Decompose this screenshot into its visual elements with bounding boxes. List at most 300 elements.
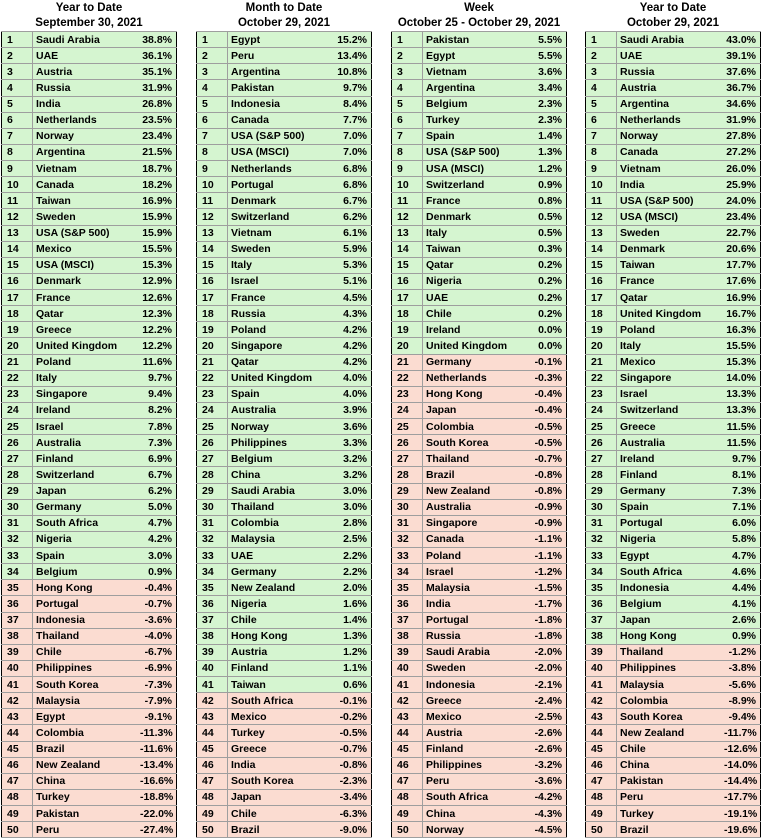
return-cell: -19.1% xyxy=(721,806,761,822)
table-row xyxy=(392,64,567,80)
table-row xyxy=(197,467,372,483)
return-cell: 13.4% xyxy=(332,48,372,64)
table-row xyxy=(197,306,372,322)
country-cell: Thailand xyxy=(33,628,138,644)
return-cell: 2.8% xyxy=(332,515,372,531)
table-row xyxy=(586,354,761,370)
table-row xyxy=(2,451,177,467)
rank-cell: 48 xyxy=(392,789,423,805)
country-cell: Malaysia xyxy=(228,531,333,547)
return-cell: -4.3% xyxy=(527,806,567,822)
table-row xyxy=(586,48,761,64)
rank-cell: 48 xyxy=(586,789,617,805)
table-row xyxy=(2,419,177,435)
return-cell: 6.2% xyxy=(137,483,177,499)
rank-cell: 11 xyxy=(2,193,33,209)
country-cell: Poland xyxy=(33,354,138,370)
rank-cell: 41 xyxy=(586,677,617,693)
table-row xyxy=(2,596,177,612)
rank-cell: 37 xyxy=(197,612,228,628)
country-cell: Taiwan xyxy=(423,241,528,257)
return-cell: -1.8% xyxy=(527,612,567,628)
country-cell: South Africa xyxy=(423,789,528,805)
rank-cell: 29 xyxy=(392,483,423,499)
country-cell: Pakistan xyxy=(617,773,722,789)
table-row xyxy=(586,177,761,193)
table-row xyxy=(586,741,761,757)
return-cell: -11.7% xyxy=(721,725,761,741)
country-cell: Portugal xyxy=(423,612,528,628)
rank-cell: 49 xyxy=(2,806,33,822)
country-cell: Russia xyxy=(423,628,528,644)
rank-cell: 38 xyxy=(197,628,228,644)
return-cell: -0.7% xyxy=(137,596,177,612)
country-cell: South Korea xyxy=(423,435,528,451)
rank-cell: 47 xyxy=(586,773,617,789)
rank-cell: 42 xyxy=(2,693,33,709)
return-cell: -6.7% xyxy=(137,644,177,660)
country-cell: Switzerland xyxy=(228,209,333,225)
return-cell: 36.7% xyxy=(721,80,761,96)
rank-cell: 35 xyxy=(197,580,228,596)
return-cell: -18.8% xyxy=(137,789,177,805)
return-cell: 3.3% xyxy=(332,435,372,451)
return-cell: 4.3% xyxy=(332,306,372,322)
country-cell: Vietnam xyxy=(617,161,722,177)
rank-cell: 33 xyxy=(392,548,423,564)
rank-cell: 47 xyxy=(2,773,33,789)
return-cell: 15.9% xyxy=(137,225,177,241)
return-cell: 39.1% xyxy=(721,48,761,64)
rank-cell: 14 xyxy=(586,241,617,257)
table-row xyxy=(2,773,177,789)
table-row xyxy=(586,725,761,741)
table-row xyxy=(197,257,372,273)
country-cell: Philippines xyxy=(423,757,528,773)
return-cell: 4.7% xyxy=(137,515,177,531)
return-cell: 3.0% xyxy=(137,548,177,564)
country-cell: Brazil xyxy=(228,822,333,838)
return-cell: 21.5% xyxy=(137,144,177,160)
rank-cell: 16 xyxy=(586,273,617,289)
country-cell: Germany xyxy=(423,354,528,370)
return-cell: 2.3% xyxy=(527,96,567,112)
table-row xyxy=(586,128,761,144)
table-row xyxy=(586,435,761,451)
country-cell: Thailand xyxy=(228,499,333,515)
rank-cell: 11 xyxy=(392,193,423,209)
return-cell: 12.3% xyxy=(137,306,177,322)
rank-cell: 49 xyxy=(197,806,228,822)
rank-cell: 20 xyxy=(586,338,617,354)
table-row xyxy=(2,467,177,483)
country-cell: Turkey xyxy=(617,806,722,822)
table-row xyxy=(197,822,372,838)
table-row xyxy=(392,709,567,725)
table-row xyxy=(2,112,177,128)
country-cell: Chile xyxy=(228,806,333,822)
table-row xyxy=(2,612,177,628)
country-cell: South Africa xyxy=(228,693,333,709)
return-cell: 7.7% xyxy=(332,112,372,128)
table-row xyxy=(2,531,177,547)
country-cell: Canada xyxy=(33,177,138,193)
country-cell: Russia xyxy=(617,64,722,80)
rank-cell: 14 xyxy=(197,241,228,257)
return-cell: 22.7% xyxy=(721,225,761,241)
country-cell: Vietnam xyxy=(423,64,528,80)
country-cell: Nigeria xyxy=(423,273,528,289)
country-cell: Mexico xyxy=(33,241,138,257)
table-row xyxy=(2,161,177,177)
rank-cell: 5 xyxy=(2,96,33,112)
country-cell: China xyxy=(228,467,333,483)
country-cell: Sweden xyxy=(423,660,528,676)
country-cell: Mexico xyxy=(423,709,528,725)
return-cell: -0.8% xyxy=(527,483,567,499)
country-cell: China xyxy=(423,806,528,822)
rank-cell: 39 xyxy=(197,644,228,660)
country-cell: South Korea xyxy=(228,773,333,789)
rank-cell: 32 xyxy=(392,531,423,547)
rank-cell: 27 xyxy=(392,451,423,467)
country-cell: Spain xyxy=(423,128,528,144)
return-cell: 18.2% xyxy=(137,177,177,193)
rank-cell: 30 xyxy=(197,499,228,515)
return-cell: -3.2% xyxy=(527,757,567,773)
table-row xyxy=(586,789,761,805)
table-row xyxy=(586,273,761,289)
rank-cell: 43 xyxy=(586,709,617,725)
country-cell: Netherlands xyxy=(33,112,138,128)
table-row xyxy=(586,693,761,709)
rank-cell: 24 xyxy=(392,402,423,418)
rank-cell: 33 xyxy=(2,548,33,564)
rank-cell: 40 xyxy=(2,660,33,676)
table-row xyxy=(2,64,177,80)
return-cell: -2.6% xyxy=(527,725,567,741)
return-cell: 17.6% xyxy=(721,273,761,289)
table-row xyxy=(2,128,177,144)
return-cell: -0.1% xyxy=(527,354,567,370)
rank-cell: 17 xyxy=(197,290,228,306)
table-row xyxy=(586,757,761,773)
rank-cell: 45 xyxy=(197,741,228,757)
return-cell: -0.8% xyxy=(332,757,372,773)
return-cell: 9.4% xyxy=(137,386,177,402)
rank-cell: 12 xyxy=(2,209,33,225)
return-cell: 4.1% xyxy=(721,596,761,612)
return-cell: 13.3% xyxy=(721,402,761,418)
country-cell: Brazil xyxy=(617,822,722,838)
table-row xyxy=(392,322,567,338)
rank-cell: 22 xyxy=(586,370,617,386)
return-cell: 0.2% xyxy=(527,257,567,273)
rank-cell: 36 xyxy=(2,596,33,612)
table-row xyxy=(197,548,372,564)
return-cell: 3.0% xyxy=(332,483,372,499)
country-cell: Mexico xyxy=(617,354,722,370)
return-cell: 26.0% xyxy=(721,161,761,177)
country-cell: Spain xyxy=(617,499,722,515)
rank-cell: 26 xyxy=(392,435,423,451)
table-row xyxy=(392,338,567,354)
country-cell: Israel xyxy=(228,273,333,289)
return-cell: -22.0% xyxy=(137,806,177,822)
return-cell: 11.5% xyxy=(721,435,761,451)
rank-cell: 27 xyxy=(586,451,617,467)
rank-cell: 28 xyxy=(2,467,33,483)
country-cell: India xyxy=(33,96,138,112)
return-cell: 6.1% xyxy=(332,225,372,241)
return-cell: 5.0% xyxy=(137,499,177,515)
rank-cell: 32 xyxy=(586,531,617,547)
country-cell: Chile xyxy=(228,612,333,628)
country-cell: Singapore xyxy=(617,370,722,386)
rank-cell: 22 xyxy=(2,370,33,386)
country-cell: South Korea xyxy=(617,709,722,725)
rank-cell: 27 xyxy=(197,451,228,467)
country-cell: Norway xyxy=(423,822,528,838)
rank-cell: 44 xyxy=(586,725,617,741)
country-cell: Ireland xyxy=(33,402,138,418)
country-cell: Brazil xyxy=(423,467,528,483)
country-cell: Hong Kong xyxy=(33,580,138,596)
table-row xyxy=(197,435,372,451)
country-cell: Singapore xyxy=(33,386,138,402)
rank-cell: 28 xyxy=(197,467,228,483)
rank-cell: 1 xyxy=(586,32,617,48)
country-cell: Greece xyxy=(228,741,333,757)
rank-cell: 27 xyxy=(2,451,33,467)
country-cell: Japan xyxy=(617,612,722,628)
rank-cell: 2 xyxy=(2,48,33,64)
country-cell: New Zealand xyxy=(228,580,333,596)
table-row xyxy=(197,290,372,306)
return-cell: 6.7% xyxy=(137,467,177,483)
table-row xyxy=(2,483,177,499)
return-cell: 23.5% xyxy=(137,112,177,128)
table-row xyxy=(586,322,761,338)
return-cell: -3.4% xyxy=(332,789,372,805)
table-row xyxy=(2,725,177,741)
country-cell: Indonesia xyxy=(33,612,138,628)
return-cell: 7.3% xyxy=(721,483,761,499)
return-cell: 3.2% xyxy=(332,467,372,483)
rank-cell: 29 xyxy=(197,483,228,499)
return-cell: 4.2% xyxy=(332,338,372,354)
rank-cell: 17 xyxy=(586,290,617,306)
country-cell: USA (S&P 500) xyxy=(33,225,138,241)
table-row xyxy=(586,677,761,693)
country-cell: Japan xyxy=(33,483,138,499)
country-cell: South Africa xyxy=(617,564,722,580)
rank-cell: 40 xyxy=(586,660,617,676)
table-row xyxy=(392,548,567,564)
return-cell: 4.4% xyxy=(721,580,761,596)
rank-cell: 6 xyxy=(2,112,33,128)
rank-cell: 7 xyxy=(586,128,617,144)
table-row xyxy=(2,741,177,757)
country-cell: Saudi Arabia xyxy=(423,644,528,660)
table-row xyxy=(197,128,372,144)
country-cell: Germany xyxy=(617,483,722,499)
return-cell: 12.6% xyxy=(137,290,177,306)
country-cell: Spain xyxy=(33,548,138,564)
return-cell: 36.1% xyxy=(137,48,177,64)
return-cell: 3.2% xyxy=(332,451,372,467)
table-row xyxy=(197,193,372,209)
rank-cell: 19 xyxy=(197,322,228,338)
table-row xyxy=(392,822,567,838)
country-cell: UAE xyxy=(423,290,528,306)
return-cell: 0.0% xyxy=(527,338,567,354)
rank-cell: 42 xyxy=(197,693,228,709)
table-row xyxy=(392,354,567,370)
return-cell: -0.5% xyxy=(527,419,567,435)
return-cell: 0.9% xyxy=(721,628,761,644)
rank-cell: 19 xyxy=(2,322,33,338)
table-row xyxy=(197,112,372,128)
panel-date: October 29, 2021 xyxy=(626,16,720,29)
country-cell: New Zealand xyxy=(423,483,528,499)
rank-cell: 25 xyxy=(197,419,228,435)
country-cell: Germany xyxy=(228,564,333,580)
return-cell: 0.9% xyxy=(137,564,177,580)
return-cell: 2.3% xyxy=(527,112,567,128)
rank-cell: 22 xyxy=(197,370,228,386)
country-cell: Hong Kong xyxy=(617,628,722,644)
table-row xyxy=(197,725,372,741)
ranking-table xyxy=(1,31,177,838)
rank-cell: 24 xyxy=(586,402,617,418)
rank-cell: 7 xyxy=(197,128,228,144)
table-row xyxy=(392,209,567,225)
rank-cell: 21 xyxy=(197,354,228,370)
rank-cell: 35 xyxy=(2,580,33,596)
table-row xyxy=(586,64,761,80)
country-cell: Denmark xyxy=(228,193,333,209)
rank-cell: 7 xyxy=(392,128,423,144)
rank-cell: 11 xyxy=(197,193,228,209)
rank-cell: 13 xyxy=(197,225,228,241)
table-row xyxy=(392,96,567,112)
return-cell: 20.6% xyxy=(721,241,761,257)
rank-cell: 16 xyxy=(197,273,228,289)
country-cell: Greece xyxy=(423,693,528,709)
rank-cell: 22 xyxy=(392,370,423,386)
country-cell: Israel xyxy=(33,419,138,435)
rank-cell: 15 xyxy=(586,257,617,273)
rank-cell: 17 xyxy=(2,290,33,306)
return-cell: -6.9% xyxy=(137,660,177,676)
return-cell: 6.0% xyxy=(721,515,761,531)
table-row xyxy=(392,112,567,128)
return-cell: 4.6% xyxy=(721,564,761,580)
rank-cell: 18 xyxy=(392,306,423,322)
return-cell: 2.0% xyxy=(332,580,372,596)
return-cell: 15.2% xyxy=(332,32,372,48)
return-cell: 1.3% xyxy=(527,144,567,160)
country-cell: Argentina xyxy=(423,80,528,96)
table-row xyxy=(392,48,567,64)
return-cell: 4.0% xyxy=(332,386,372,402)
country-cell: Ireland xyxy=(617,451,722,467)
return-cell: -0.5% xyxy=(332,725,372,741)
country-cell: Norway xyxy=(228,419,333,435)
table-row xyxy=(197,32,372,48)
return-cell: -1.2% xyxy=(721,644,761,660)
rank-cell: 39 xyxy=(2,644,33,660)
return-cell: 7.3% xyxy=(137,435,177,451)
rank-cell: 20 xyxy=(392,338,423,354)
return-cell: 27.8% xyxy=(721,128,761,144)
rank-cell: 38 xyxy=(2,628,33,644)
table-row xyxy=(2,806,177,822)
table-row xyxy=(586,257,761,273)
table-row xyxy=(392,32,567,48)
country-cell: Mexico xyxy=(228,709,333,725)
rank-cell: 5 xyxy=(586,96,617,112)
rank-cell: 48 xyxy=(2,789,33,805)
table-row xyxy=(2,644,177,660)
country-cell: Canada xyxy=(423,531,528,547)
rank-cell: 21 xyxy=(392,354,423,370)
country-cell: Indonesia xyxy=(617,580,722,596)
return-cell: 15.9% xyxy=(137,209,177,225)
table-row xyxy=(2,193,177,209)
rank-cell: 31 xyxy=(197,515,228,531)
rank-cell: 32 xyxy=(197,531,228,547)
table-row xyxy=(392,290,567,306)
rank-cell: 30 xyxy=(586,499,617,515)
rank-cell: 24 xyxy=(2,402,33,418)
table-row xyxy=(586,660,761,676)
return-cell: 15.5% xyxy=(137,241,177,257)
table-row xyxy=(392,451,567,467)
panel-date: October 25 - October 29, 2021 xyxy=(397,16,561,29)
table-row xyxy=(586,709,761,725)
country-cell: Netherlands xyxy=(617,112,722,128)
rank-cell: 25 xyxy=(392,419,423,435)
country-cell: Vietnam xyxy=(33,161,138,177)
country-cell: Vietnam xyxy=(228,225,333,241)
table-row xyxy=(2,402,177,418)
table-row xyxy=(392,564,567,580)
table-row xyxy=(197,499,372,515)
return-cell: 4.5% xyxy=(332,290,372,306)
rank-cell: 46 xyxy=(2,757,33,773)
panel-mtd-oct xyxy=(196,0,372,838)
table-row xyxy=(197,644,372,660)
country-cell: Indonesia xyxy=(423,677,528,693)
return-cell: 2.6% xyxy=(721,612,761,628)
rank-cell: 3 xyxy=(2,64,33,80)
rank-cell: 45 xyxy=(2,741,33,757)
rank-cell: 31 xyxy=(2,515,33,531)
rank-cell: 50 xyxy=(2,822,33,838)
country-cell: Colombia xyxy=(33,725,138,741)
panel-title: Year to Date xyxy=(55,2,123,14)
rank-cell: 41 xyxy=(392,677,423,693)
table-row xyxy=(392,612,567,628)
rank-cell: 43 xyxy=(392,709,423,725)
table-row xyxy=(197,225,372,241)
table-row xyxy=(2,580,177,596)
table-row xyxy=(2,822,177,838)
table-row xyxy=(586,370,761,386)
rank-cell: 1 xyxy=(197,32,228,48)
